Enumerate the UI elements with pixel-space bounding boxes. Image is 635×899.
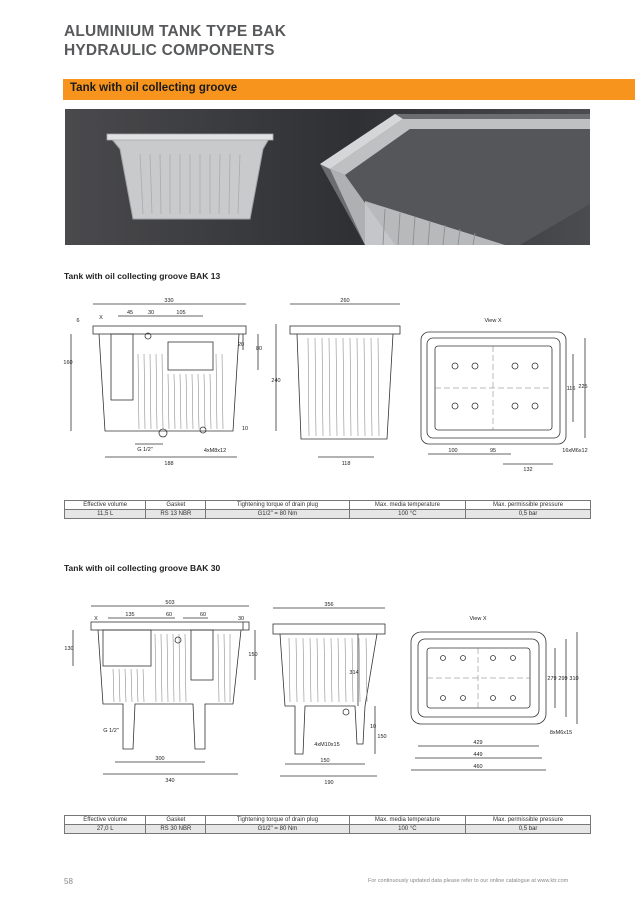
dim-132: 132 (523, 467, 533, 473)
dim-150: 150 (248, 652, 258, 658)
table-header: Gasket (146, 816, 206, 825)
drawing-bak30 (63, 594, 593, 790)
side-flange (290, 326, 400, 334)
table-header: Max. media temperature (349, 501, 466, 510)
title-line-1: ALUMINIUM TANK TYPE BAK (64, 23, 287, 40)
dim-300: 300 (155, 756, 165, 762)
dim-30: 30 (237, 616, 245, 622)
dim-10: 10 (241, 426, 249, 432)
dim-356: 356 (324, 602, 334, 608)
view-x-label: View X (469, 616, 487, 622)
table-header: Max. permissible pressure (466, 816, 591, 825)
dim-190: 190 (324, 780, 334, 786)
dim-20: 20 (237, 342, 245, 348)
dim-150-base: 150 (320, 758, 330, 764)
section-band (63, 79, 635, 100)
title-line-2: HYDRAULIC COMPONENTS (64, 42, 275, 59)
table-header: Max. permissible pressure (466, 501, 591, 510)
dim-45: 45 (126, 310, 134, 316)
table-cell: 0,5 bar (466, 825, 591, 834)
dim-340: 340 (165, 778, 175, 784)
page-number: 58 (64, 877, 73, 886)
section-2-title: Tank with oil collecting groove BAK 30 (64, 563, 221, 573)
dim-330: 330 (164, 298, 174, 304)
dim-449: 449 (473, 752, 483, 758)
dim-8xm6x15: 8xM6x15 (549, 730, 573, 736)
section-1-title: Tank with oil collecting groove BAK 13 (64, 271, 221, 281)
footer-note: For continuously updated data please refer to our online catalogue at www.ktr.com (368, 878, 569, 884)
table-cell: RS 30 NBR (146, 825, 206, 834)
section-band-label: Tank with oil collecting groove (70, 82, 238, 94)
side-flange (273, 624, 385, 634)
table-header: Tightening torque of drain plug (206, 501, 349, 510)
dim-260: 260 (340, 298, 350, 304)
dim-188: 188 (164, 461, 174, 467)
table-header: Tightening torque of drain plug (206, 816, 349, 825)
dim-30: 30 (147, 310, 155, 316)
tank-photo-large (320, 114, 590, 245)
table-cell: 100 °C (349, 510, 466, 519)
dim-105: 105 (176, 310, 186, 316)
dim-279: 279 (547, 676, 557, 682)
dim-100: 100 (448, 448, 458, 454)
product-photo (65, 109, 590, 245)
table-cell: 100 °C (349, 825, 466, 834)
table-cell: 11,5 L (65, 510, 146, 519)
dim-460: 460 (473, 764, 483, 770)
dim-310: 310 (569, 676, 579, 682)
drawing-bak13 (63, 294, 593, 474)
dim-130: 130 (64, 646, 74, 652)
dim-150-side: 150 (377, 734, 387, 740)
dim-80: 80 (255, 346, 263, 352)
dim-6: 6 (76, 318, 80, 324)
dim-429: 429 (473, 740, 483, 746)
table-header: Max. media temperature (349, 816, 466, 825)
dim-503: 503 (165, 600, 175, 606)
dim-60-b: 60 (199, 612, 207, 618)
view-x-label: View X (484, 318, 502, 324)
table-header: Effective volume (65, 816, 146, 825)
dim-240: 240 (271, 378, 281, 384)
dim-160: 160 (63, 360, 73, 366)
table-cell: 0,5 bar (466, 510, 591, 519)
dim-225: 225 (578, 384, 588, 390)
dim-g12: G 1/2" (103, 728, 119, 734)
tank-photo-small (107, 134, 273, 219)
dim-x-label: X (94, 616, 98, 622)
dim-g12: G 1/2" (137, 447, 153, 453)
dim-135: 135 (125, 612, 135, 618)
dim-116: 116 (566, 386, 576, 392)
dim-4xm8x12: 4xM8x12 (203, 448, 227, 454)
table-header: Effective volume (65, 501, 146, 510)
table-cell: RS 13 NBR (146, 510, 206, 519)
dim-60: 60 (165, 612, 173, 618)
dim-10: 10 (369, 724, 377, 730)
front-flange (93, 326, 246, 334)
dim-4xm10x15: 4xM10x15 (314, 742, 340, 748)
table-header: Gasket (146, 501, 206, 510)
table-cell: G1/2" = 80 Nm (206, 510, 349, 519)
front-flange (91, 622, 249, 630)
page-title (64, 22, 286, 60)
dim-314: 314 (349, 670, 359, 676)
spec-table-bak13 (64, 500, 591, 519)
table-cell: G1/2" = 80 Nm (206, 825, 349, 834)
dim-x-label: X (99, 315, 103, 321)
dim-16xm6x12: 16xM6x12 (562, 448, 588, 454)
table-cell: 27,0 L (65, 825, 146, 834)
side-body (280, 634, 377, 754)
spec-table-bak30 (64, 815, 591, 834)
dim-95: 95 (489, 448, 497, 454)
dim-118: 118 (341, 461, 351, 467)
dim-299: 299 (558, 676, 568, 682)
